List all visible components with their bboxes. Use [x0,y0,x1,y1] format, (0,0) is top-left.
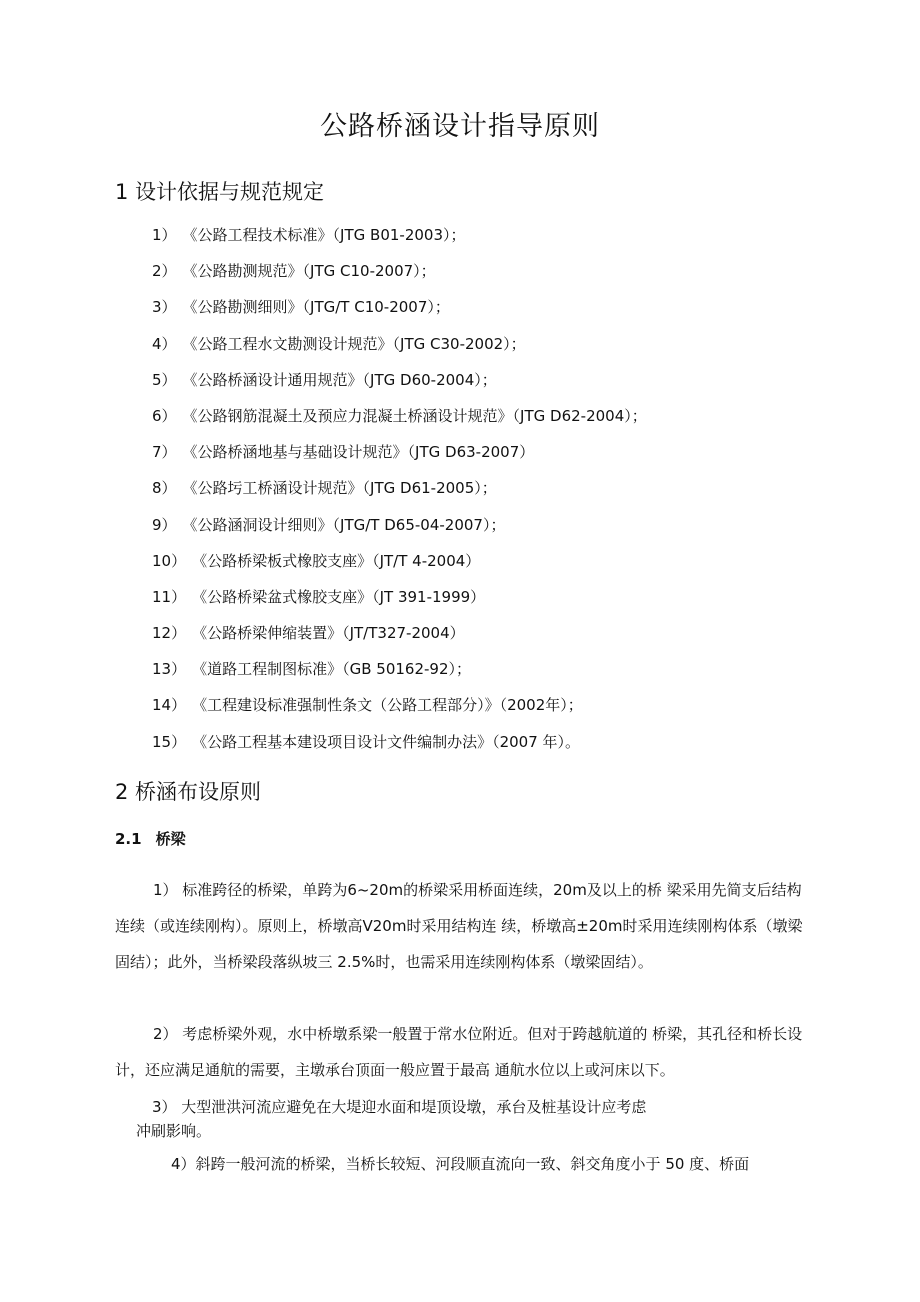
reference-item [152,404,647,440]
reference-number: 15） [152,732,187,751]
reference-item [152,513,647,549]
reference-item [152,259,647,295]
reference-number: 2） [152,262,177,281]
reference-number: 8） [152,479,177,498]
reference-text: 《公路桥梁伸缩装置》（JT/T327-2004） [192,624,465,643]
reference-text: 《公路涵洞设计细则》（JTG/T D65-04-2007）； [182,515,506,534]
reference-number: 11） [152,587,187,606]
paragraph-1: 1） 标准跨径的桥梁，单跨为6~20m的桥梁采用桥面连续，20m及以上的桥 梁采用先简支后结构连续（或连续刚构）。原则上，桥墩高V20m时采用结构连 续，桥墩高±20m时采用连续刚构体系（墩梁固结）；此外，当桥梁段落纵坡三 2.5%时，也需采用连续刚构体系（墩梁固结）。 [115,881,803,971]
subsection-number: 2.1 [115,830,142,848]
reference-text: 《公路钢筋混凝土及预应力混凝土桥涵设计规范》（JTG D62-2004）； [182,406,647,425]
reference-text: 《公路桥梁盆式橡胶支座》（JT 391-1999） [192,587,486,606]
reference-number: 10） [152,551,187,570]
reference-item [152,730,647,766]
reference-item [152,693,647,729]
subsection-label: 桥梁 [155,830,186,848]
reference-number: 13） [152,660,187,679]
reference-number: 6） [152,406,177,425]
reference-number: 7） [152,443,177,462]
reference-item [152,223,647,259]
reference-number: 1） [152,226,177,244]
reference-text: 《道路工程制图标准》（GB 50162-92）； [192,660,471,679]
reference-number: 5） [152,370,177,389]
reference-text: 《公路工程基本建设项目设计文件编制办法》（2007 年）。 [192,732,581,751]
reference-number: 9） [152,515,177,534]
reference-text: 《公路勘测细则》（JTG/T C10-2007）； [182,298,450,317]
reference-text: 《公路工程水文勘测设计规范》（JTG C30-2002）； [182,334,526,353]
reference-item [152,332,647,368]
reference-item [152,476,647,512]
reference-text: 《公路桥涵地基与基础设计规范》（JTG D63-2007） [182,443,535,462]
reference-number: 14） [152,696,187,715]
reference-item [152,585,647,621]
reference-text: 《公路桥涵设计通用规范》（JTG D60-2004）； [182,370,497,389]
document-title: 公路桥涵设计指导原则 [320,111,600,142]
paragraph-4: 4）斜跨一般河流的桥梁，当桥长较短、河段顺直流向一致、斜交角度小于 50 度、桥面 [171,1155,750,1173]
paragraph-3-line-2: 冲刷影响。 [136,1122,212,1140]
reference-item [152,657,647,693]
paragraph-3-line-1: 3） 大型泄洪河流应避免在大堤迎水面和堤顶设墩，承台及桩基设计应考虑 [152,1098,647,1116]
reference-text: 《公路桥梁板式橡胶支座》（JT/T 4-2004） [192,551,481,570]
subsection-heading [115,828,186,849]
reference-text: 《工程建设标准强制性条文（公路工程部分）》（2002年）； [192,696,583,715]
reference-item [152,368,647,404]
reference-text: 《公路工程技术标准》（JTG B01-2003）； [182,226,466,244]
reference-text: 《公路勘测规范》（JTG C10-2007）； [182,262,436,281]
reference-item [152,295,647,331]
section-2-heading: 2 桥涵布设原则 [115,780,262,804]
reference-number: 3） [152,298,177,317]
reference-number: 4） [152,334,177,353]
paragraph-3 [136,1095,812,1143]
reference-item [152,549,647,585]
reference-item [152,621,647,657]
section-1-heading: 1 设计依据与规范规定 [115,180,325,204]
reference-text: 《公路圬工桥涵设计规范》（JTG D61-2005）； [182,479,497,498]
reference-list [152,223,647,766]
reference-number: 12） [152,624,187,643]
paragraph-2: 2） 考虑桥梁外观，水中桥墩系梁一般置于常水位附近。但对于跨越航道的 桥梁，其孔径和桥长设计，还应满足通航的需要，主墩承台顶面一般应置于最高 通航水位以上或河床以下。 [115,1025,803,1079]
reference-item [152,440,647,476]
